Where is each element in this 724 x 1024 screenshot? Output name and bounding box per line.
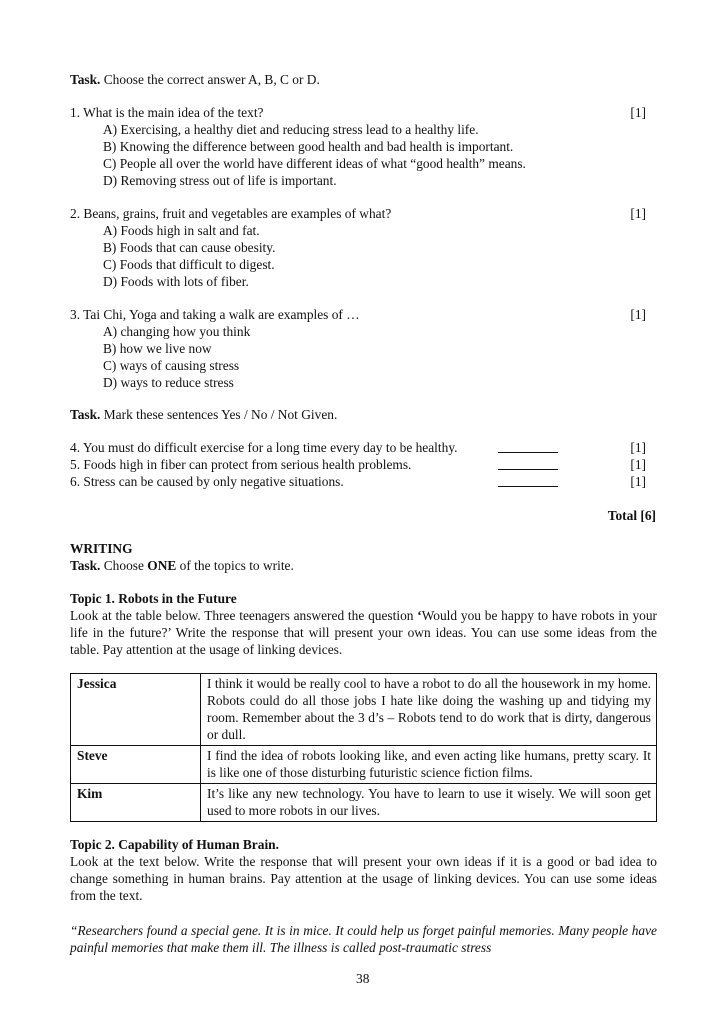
- question-1-mark: [1]: [630, 105, 646, 120]
- task-instruction-1: [70, 71, 320, 88]
- question-3-mark: [1]: [630, 307, 646, 322]
- intro-question: Would you be happy to have robots in your life in the future?’ Write the response that will present your own ideas. You can use some ideas from the table. Pay attention at the usage of linking devices.: [70, 608, 657, 657]
- question-1-option-d: D) Removing stress out of life is important.: [103, 173, 337, 188]
- task-text: Choose the correct answer A, B, C or D.: [100, 72, 320, 87]
- respondent-response: I think it would be really cool to have a robot to do all the housework in my home. Robots could do all those jobs I hate like doing the washing up and tidying my room. Remember about the 3 d’s – Robots tend to do work that is dirty, dangerous or dull.: [201, 674, 657, 746]
- total-score: Total [6]: [607, 508, 656, 523]
- statement-6-mark: [1]: [630, 474, 646, 489]
- topic-2-quote: “Researchers found a special gene. It is in mice. It could help us forget painful memories. Many people have painful memories that make them ill. The illness is called post-traumatic stress: [70, 923, 657, 955]
- question-2-option-a: A) Foods high in salt and fat.: [103, 223, 260, 238]
- respondent-response: It’s like any new technology. You have to learn to use it wisely. We will soon get used to more robots in our lives.: [201, 784, 657, 822]
- writing-task: [70, 557, 294, 574]
- question-3-option-b: B) how we live now: [103, 341, 212, 356]
- statement-5: 5. Foods high in fiber can protect from serious health problems.: [70, 457, 412, 472]
- question-3-option-c: C) ways of causing stress: [103, 358, 240, 373]
- question-1-option-c: C) People all over the world have different ideas of what “good health” means.: [103, 156, 526, 171]
- question-2-option-c: C) Foods that difficult to digest.: [103, 257, 275, 272]
- topic-1-title: Topic 1. Robots in the Future: [70, 591, 237, 606]
- question-1-option-b: B) Knowing the difference between good health and bad health is important.: [103, 139, 514, 154]
- table-row: [71, 674, 657, 746]
- question-2-option-b: B) Foods that can cause obesity.: [103, 240, 276, 255]
- question-1-option-a: A) Exercising, a healthy diet and reducing stress lead to a healthy life.: [103, 122, 479, 137]
- statement-6: 6. Stress can be caused by only negative situations.: [70, 474, 344, 489]
- statement-4: 4. You must do difficult exercise for a long time every day to be healthy.: [70, 440, 458, 455]
- responses-table: [70, 673, 657, 822]
- page-number: 38: [356, 971, 370, 986]
- question-2-option-d: D) Foods with lots of fiber.: [103, 274, 249, 289]
- answer-blank-6[interactable]: [498, 486, 558, 487]
- topic-2-intro: Look at the text below. Write the response that will present your own ideas if it is a good or bad idea to change something in human brains. Pay attention at the usage of linking devices. You can use some ideas from the text.: [70, 854, 657, 903]
- question-2: 2. Beans, grains, fruit and vegetables are examples of what?: [70, 206, 392, 221]
- respondent-response: I find the idea of robots looking like, and even acting like humans, pretty scary. It is like one of those disturbing futuristic science fiction films.: [201, 746, 657, 784]
- task-emphasis: ONE: [147, 558, 177, 573]
- respondent-name: Kim: [71, 784, 201, 822]
- question-1: 1. What is the main idea of the text?: [70, 105, 264, 120]
- task-label: Task.: [70, 558, 101, 573]
- table-row: [71, 784, 657, 822]
- task-text: Choose: [100, 558, 148, 573]
- topic-2-title: Topic 2. Capability of Human Brain.: [70, 837, 279, 852]
- task-text: of the topics to write.: [176, 558, 294, 573]
- question-3: 3. Tai Chi, Yoga and taking a walk are examples of …: [70, 307, 360, 322]
- answer-blank-5[interactable]: [498, 469, 558, 470]
- question-2-mark: [1]: [630, 206, 646, 221]
- task-instruction-2: [70, 406, 337, 423]
- task-text: Mark these sentences Yes / No / Not Given.: [100, 407, 338, 422]
- respondent-name: Steve: [71, 746, 201, 784]
- table-row: [71, 746, 657, 784]
- respondent-name: Jessica: [71, 674, 201, 746]
- task-label: Task.: [70, 407, 101, 422]
- question-3-option-d: D) ways to reduce stress: [103, 375, 234, 390]
- writing-heading: WRITING: [70, 541, 133, 556]
- intro-quote-mark: ‘: [417, 608, 422, 623]
- question-3-option-a: A) changing how you think: [103, 324, 251, 339]
- answer-blank-4[interactable]: [498, 452, 558, 453]
- task-label: Task.: [70, 72, 101, 87]
- statement-4-mark: [1]: [630, 440, 646, 455]
- intro-text: Look at the table below. Three teenagers answered the question: [70, 608, 418, 623]
- statement-5-mark: [1]: [630, 457, 646, 472]
- topic-1-intro: [70, 607, 657, 658]
